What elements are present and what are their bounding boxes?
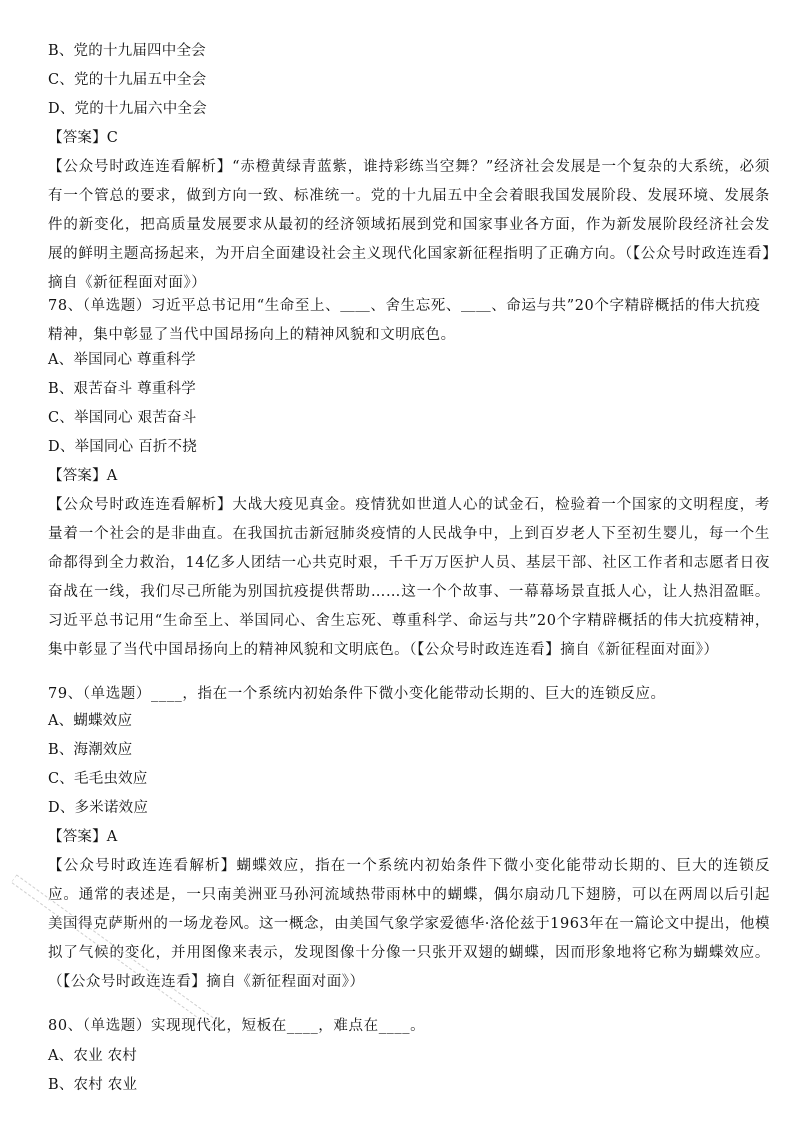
option-b: B、海潮效应 [48,742,133,758]
answer: 【答案】A [48,468,118,484]
option-a: A、蝴蝶效应 [48,713,133,729]
option-b: B、艰苦奋斗 尊重科学 [48,381,196,397]
analysis-paragraph: 【公众号时政连连看解析】蝴蝶效应，指在一个系统内初始条件下微小变化能带动长期的、巨大的连锁反应。通常的表述是，一只南美洲亚马孙河流域热带雨林中的蝴蝶，偶尔扇动几下翅膀，可以在两周以后引起美国得克萨斯州的一场龙卷风。这一概念，由美国气象学家爱德华·洛伦兹于1963年在一篇论文中提出，他模拟了气候的变化，并用图像来表示，发现图像十分像一只张开双翅的蝴蝶，因而形象地将它称为蝴蝶效应。（【公众号时政连连看】摘自《新征程面对面》） [48,858,770,990]
option-c: C、毛毛虫效应 [48,771,148,787]
option-a: A、举国同心 尊重科学 [48,352,196,368]
answer: 【答案】A [48,829,118,845]
option-c: C、党的十九届五中全会 [48,72,207,88]
analysis-paragraph: 【公众号时政连连看解析】大战大疫见真金。疫情犹如世道人心的试金石，检验着一个国家的文明程度，考量着一个社会的是非曲直。在我国抗击新冠肺炎疫情的人民战争中，上到百岁老人下至初生婴儿，每一个生命都得到全力救治，14亿多人团结一心共克时艰，千千万万医护人员、基层干部、社区工作者和志愿者日夜奋战在一线，我们尽己所能为别国抗疫提供帮助……这一个个故事、一幕幕场景直抵人心，让人热泪盈眶。习近平总书记用“生命至上、举国同心、舍生忘死、尊重科学、命运与共”20个字精辟概括的伟大抗疫精神，集中彰显了当代中国昂扬向上的精神风貌和文明底色。（【公众号时政连连看】摘自《新征程面对面》） [48,497,770,658]
option-b: B、农村 农业 [48,1077,138,1093]
option-d: D、多米诺效应 [48,800,149,816]
option-c: C、举国同心 艰苦奋斗 [48,410,197,426]
answer: 【答案】C [48,130,119,146]
question-80-stem: 80、（单选题）实现现代化，短板在____，难点在____。 [48,1018,426,1034]
question-78-stem: 78、（单选题）习近平总书记用“生命至上、＿＿、舍生忘死、＿＿、命运与共”20个字精辟概括的伟大抗疫精神，集中彰显了当代中国昂扬向上的精神风貌和文明底色。 [48,298,761,343]
analysis-paragraph: 【公众号时政连连看解析】“赤橙黄绿青蓝紫，谁持彩练当空舞？”经济社会发展是一个复杂的大系统，必须有一个管总的要求，做到方向一致、标准统一。党的十九届五中全会着眼我国发展阶段、发展环境、发展条件的新变化，把高质量发展要求从最初的经济领域拓展到党和国家事业各方面，作为新发展阶段经济社会发展的鲜明主题高扬起来，为开启全面建设社会主义现代化国家新征程指明了正确方向。（【公众号时政连连看】摘自《新征程面对面》） [48,159,770,291]
option-a: A、农业 农村 [48,1048,137,1064]
option-d: D、举国同心 百折不挠 [48,439,197,455]
option-b: B、党的十九届四中全会 [48,43,206,59]
option-d: D、党的十九届六中全会 [48,101,207,117]
question-79-stem: 79、（单选题）____，指在一个系统内初始条件下微小变化能带动长期的、巨大的连锁反应。 [48,686,666,702]
